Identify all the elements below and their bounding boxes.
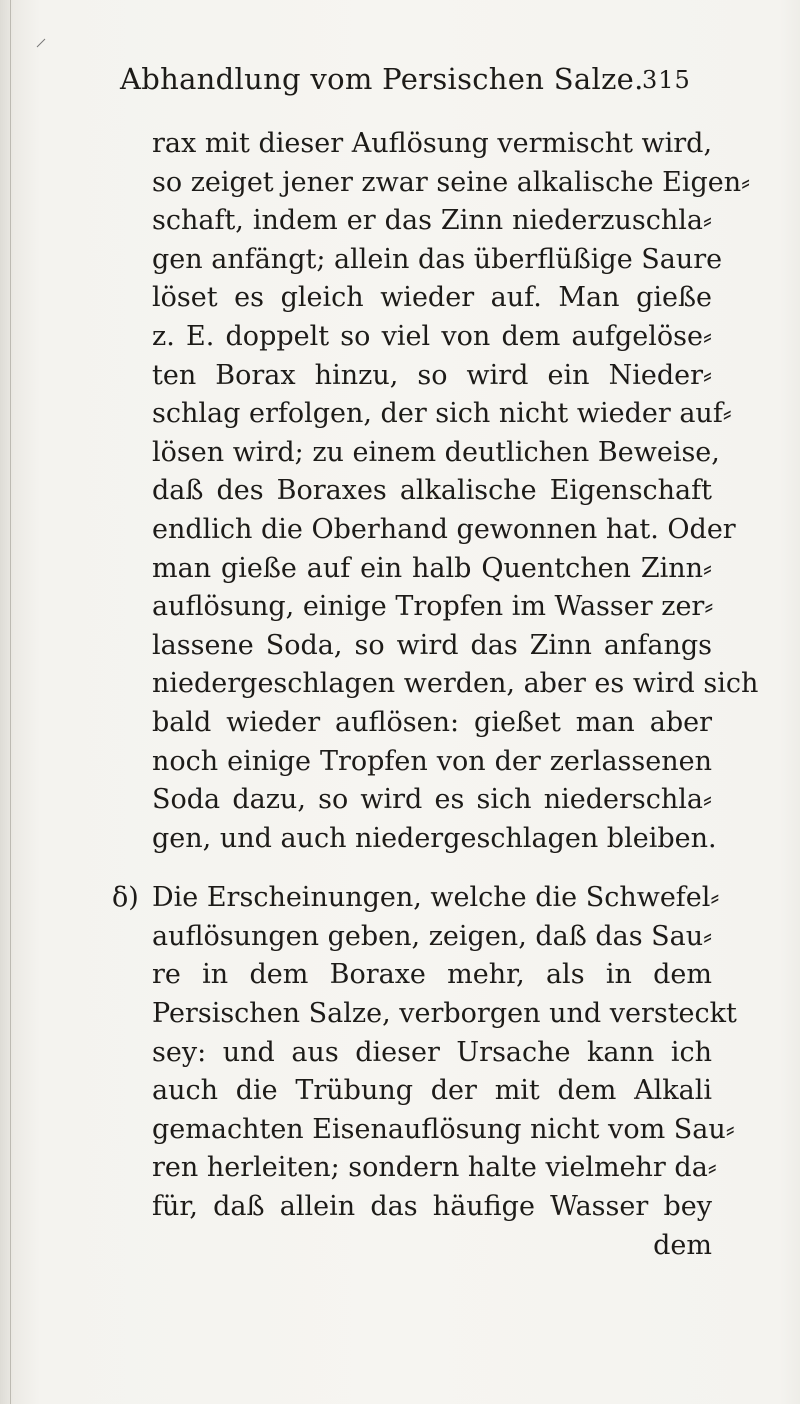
text-line: gen anfängt; allein das überflüßige Saure [152,243,723,275]
text-line: rax mit dieser Auflösung vermischt wird, [152,128,713,159]
text-line: ren herleiten; sondern halte vielmehr da⸗ [152,1152,717,1184]
text-line: noch einige Tropfen von der zerlassenen [152,745,712,777]
text-line: auflösung, einige Tropfen im Wasser zer⸗ [152,591,714,623]
text-line: man gieße auf ein halb Quentchen Zinn⸗ [152,552,712,584]
catchword: dem [653,1229,712,1261]
text-line: lassene Soda, so wird das Zinn anfangs [152,629,712,661]
page-header [0,62,800,102]
paragraph [112,879,737,1265]
body-text [112,125,759,1265]
text-line: daß des Boraxes alkalische Eigenschaft [152,475,712,507]
text-line: ten Borax hinzu, so wird ein Nieder⸗ [152,359,712,391]
text-line: endlich die Oberhand gewonnen hat. Oder [152,513,736,545]
text-line: so zeiget jener zwar seine alkalische Eigen⸗ [152,166,751,198]
text-line: auch die Trübung der mit dem Alkali [152,1075,712,1107]
text-line: gemachten Eisenauflösung nicht vom Sau⸗ [152,1113,735,1145]
text-line: sey: und aus dieser Ursache kann ich [152,1036,712,1068]
text-line: löset es gleich wieder auf. Man gieße [152,282,712,314]
text-line: bald wieder auflösen: gießet man aber [152,706,712,738]
margin-mark-icon [36,38,46,48]
running-title: Abhandlung vom Persischen Salze. [120,62,644,96]
text-line: lösen wird; zu einem deutlichen Beweise, [152,436,720,468]
text-line: für, daß allein das häufige Wasser bey [152,1191,712,1223]
text-line: re in dem Boraxe mehr, als in dem [152,959,712,991]
text-line: Persischen Salze, verborgen und versteckt [152,998,737,1030]
paragraph [152,125,759,858]
text-line: z. E. doppelt so viel von dem aufgelöse⸗ [152,320,712,352]
text-line: gen, und auch niedergeschlagen bleiben. [152,822,717,854]
paragraph-marker: δ) [112,882,139,914]
text-line: schlag erfolgen, der sich nicht wieder auf⸗ [152,398,732,430]
text-line: niedergeschlagen werden, aber es wird sich [152,668,759,700]
text-line: schaft, indem er das Zinn niederzuschla⸗ [152,205,712,237]
page-number: 315 [642,66,691,94]
text-line: auflösungen geben, zeigen, daß das Sau⸗ [152,920,713,952]
page-gutter-edge [10,0,11,1404]
text-line: Soda dazu, so wird es sich niederschla⸗ [152,784,712,816]
text-line: Die Erscheinungen, welche die Schwefel⸗ [152,882,720,914]
